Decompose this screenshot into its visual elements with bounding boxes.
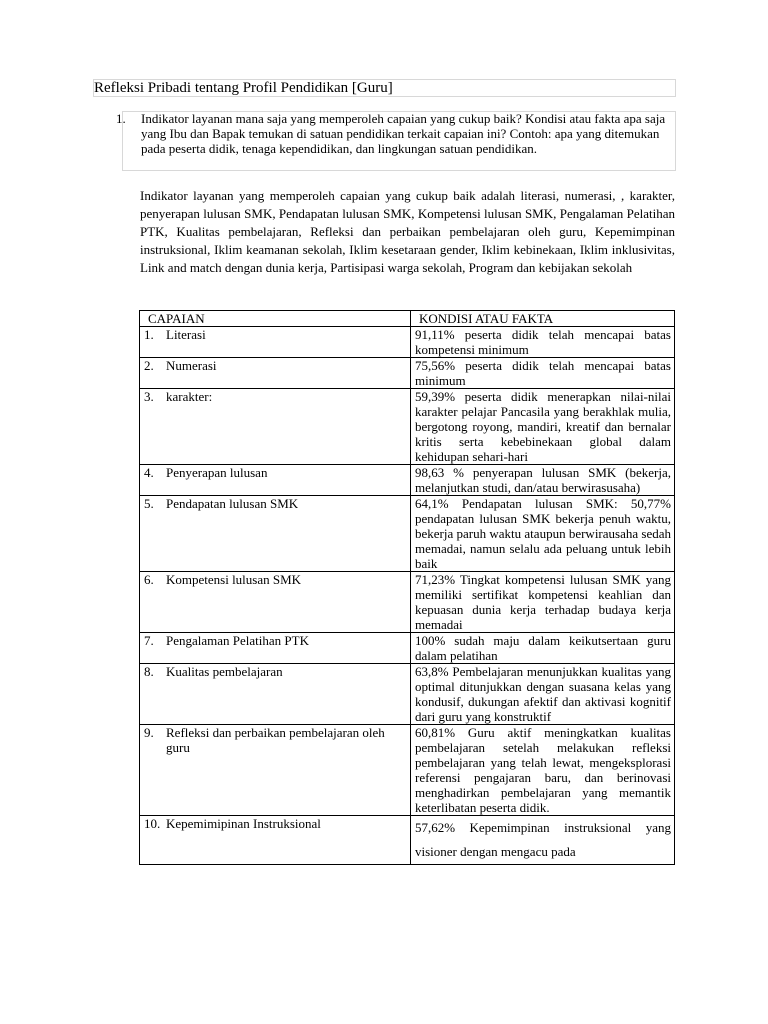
capaian-table xyxy=(139,310,675,865)
table-row xyxy=(140,496,675,572)
row-fact: 57,62% Kepemimpinan instruksional yang visioner dengan mengacu pada xyxy=(411,816,675,865)
row-fact: 60,81% Guru aktif meningkatkan kualitas pembelajaran setelah melakukan refleksi pembelajaran yang telah lewat, mengeksplorasi referensi pengajaran baru, dan berinovasi menghadirkan pembelajaran yang memantik keterlibatan peserta didik. xyxy=(411,725,675,816)
row-number: 2. xyxy=(144,358,154,373)
question-text: Indikator layanan mana saja yang memperoleh capaian yang cukup baik? Kondisi atau fakta apa saja yang Ibu dan Bapak temukan di satuan pendidikan terkait capaian ini? Contoh: apa yang ditemukan pada peserta didik, tenaga kependidikan, dan lingkungan satuan pendidikan. xyxy=(141,111,666,156)
document-title: Refleksi Pribadi tentang Profil Pendidikan [Guru] xyxy=(94,80,393,96)
row-number: 9. xyxy=(144,725,154,740)
row-fact: 63,8% Pembelajaran menunjukkan kualitas yang optimal ditunjukkan dengan suasana kelas yang kondusif, dukungan afektif dan aktivasi kognitif dari guru yang konstruktif xyxy=(411,664,675,725)
row-number: 1. xyxy=(144,327,154,342)
row-label: Kompetensi lulusan SMK xyxy=(166,572,302,587)
table-row xyxy=(140,816,675,865)
row-number: 7. xyxy=(144,633,154,648)
row-label: Numerasi xyxy=(166,358,217,373)
row-label: Pendapatan lulusan SMK xyxy=(166,496,299,511)
row-label: karakter: xyxy=(166,389,213,404)
table-row xyxy=(140,664,675,725)
row-fact: 75,56% peserta didik telah mencapai batas minimum xyxy=(411,358,675,389)
question-number: 1. xyxy=(116,111,126,126)
row-label: Kepemimipinan Instruksional xyxy=(166,816,321,831)
row-label: Penyerapan lulusan xyxy=(166,465,268,480)
header-kondisi: KONDISI ATAU FAKTA xyxy=(411,311,675,327)
row-label: Refleksi dan perbaikan pembelajaran oleh guru xyxy=(166,725,385,755)
table-row xyxy=(140,389,675,465)
table-row xyxy=(140,572,675,633)
answer-paragraph: Indikator layanan yang memperoleh capaian yang cukup baik adalah literasi, numerasi, , karakter, penyerapan lulusan SMK, Pendapatan lulusan SMK, Kompetensi lulusan SMK, Pengalaman Pelatihan PTK, Kualitas pembelajaran, Refleksi dan perbaikan pembelajaran oleh guru, Kepemimpinan instruksional, Iklim keamanan sekolah, Iklim kesetaraan gender, Iklim kebinekaan, Iklim inklusivitas, Link and match dengan dunia kerja, Partisipasi warga sekolah, Program dan kebijakan sekolah xyxy=(140,188,675,275)
row-fact: 59,39% peserta didik menerapkan nilai-nilai karakter pelajar Pancasila yang berakhlak mulia, bergotong royong, mandiri, kreatif dan bernalar kritis serta kebebinekaan global dalam kehidupan sehari-hari xyxy=(411,389,675,465)
row-number: 4. xyxy=(144,465,154,480)
row-fact: 91,11% peserta didik telah mencapai batas kompetensi minimum xyxy=(411,327,675,358)
row-fact: 100% sudah maju dalam keikutsertaan guru dalam pelatihan xyxy=(411,633,675,664)
row-number: 8. xyxy=(144,664,154,679)
table-row xyxy=(140,358,675,389)
row-number: 6. xyxy=(144,572,154,587)
row-label: Pengalaman Pelatihan PTK xyxy=(166,633,309,648)
table-row xyxy=(140,725,675,816)
row-number: 3. xyxy=(144,389,154,404)
row-number: 5. xyxy=(144,496,154,511)
title-box xyxy=(93,79,676,97)
table-row xyxy=(140,633,675,664)
row-fact: 98,63 % penyerapan lulusan SMK (bekerja, melanjutkan studi, dan/atau berwirasusaha) xyxy=(411,465,675,496)
header-capaian: CAPAIAN xyxy=(140,311,411,327)
row-number: 10. xyxy=(144,816,161,831)
table-header-row xyxy=(140,311,675,327)
row-label: Kualitas pembelajaran xyxy=(166,664,283,679)
row-label: Literasi xyxy=(166,327,206,342)
row-fact: 64,1% Pendapatan lulusan SMK: 50,77% pendapatan lulusan SMK bekerja penuh waktu, bekerja paruh waktu ataupun berwirausaha sedah memadai, namun selalu ada peluang untuk lebih baik xyxy=(411,496,675,572)
table-row xyxy=(140,327,675,358)
row-fact: 71,23% Tingkat kompetensi lulusan SMK yang memiliki sertifikat kompetensi keahlian dan kepuasan dunia kerja terhadap budaya kerja memadai xyxy=(411,572,675,633)
table-row xyxy=(140,465,675,496)
